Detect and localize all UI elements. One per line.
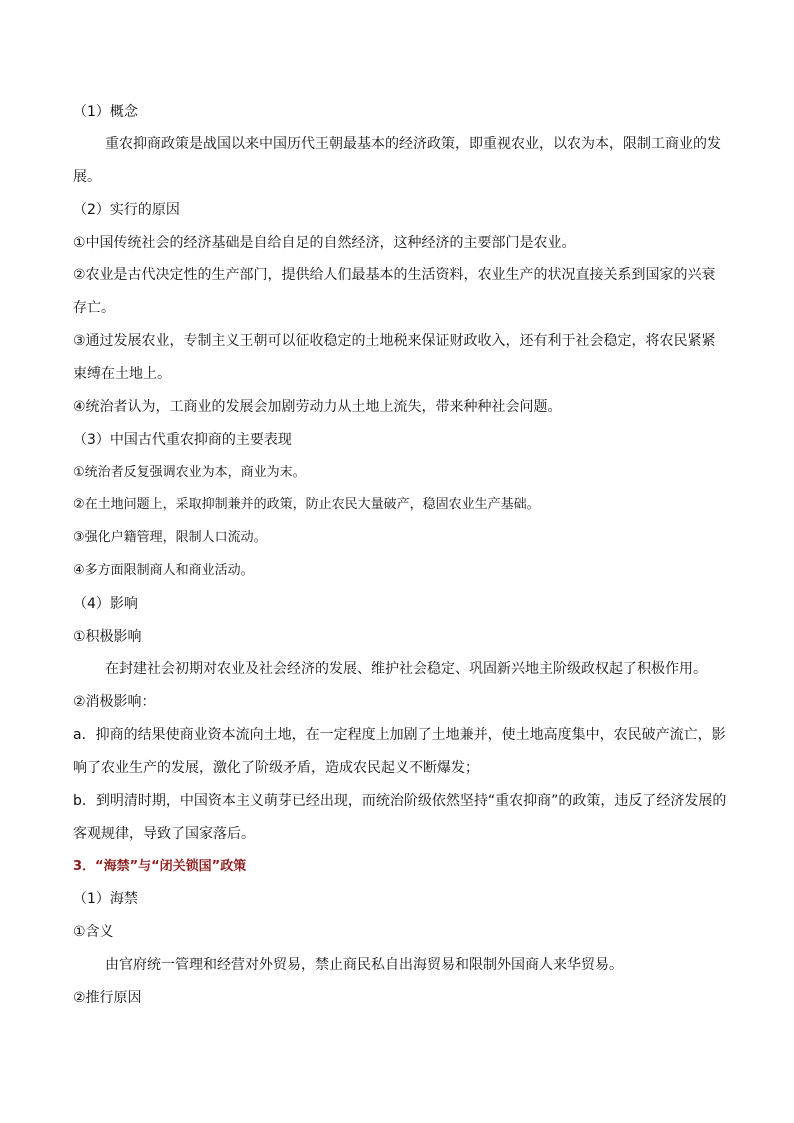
list-item: ②农业是古代决定性的生产部门，提供给人们最基本的生活资料，农业生产的状况直接关系到国家的兴衰 <box>73 267 716 283</box>
list-item: a．抑商的结果使商业资本流向土地，在一定程度上加剧了土地兼并，使土地高度集中，农民破产流亡，影 <box>73 727 726 743</box>
list-item: ①含义 <box>73 924 114 940</box>
list-item: ②在土地问题上，采取抑制兼并的政策，防止农民大量破产，稳固农业生产基础。 <box>73 497 540 512</box>
paragraph-line: 展。 <box>73 169 101 185</box>
section-heading: 3．“海禁”与“闭关锁国”政策 <box>73 859 247 874</box>
paragraph-line: 在封建社会初期对农业及社会经济的发展、维护社会稳定、巩固新兴地主阶级政权起了积极作用。 <box>105 661 707 677</box>
paragraph-line: 重农抑商政策是战国以来中国历代王朝最基本的经济政策，即重视农业，以农为本，限制工商业的发 <box>105 136 721 152</box>
list-item: ①积极影响 <box>73 629 142 645</box>
list-item: ③强化户籍管理，限制人口流动。 <box>73 530 267 545</box>
paragraph-line: 由官府统一管理和经营对外贸易，禁止商民私自出海贸易和限制外国商人来华贸易。 <box>105 957 623 973</box>
subheading-reasons: （2）实行的原因 <box>73 202 180 218</box>
subheading-concept: （1）概念 <box>73 104 138 120</box>
paragraph-line: 存亡。 <box>73 300 115 316</box>
subheading-sea-ban: （1）海禁 <box>73 891 138 907</box>
list-item: ①中国传统社会的经济基础是自给自足的自然经济，这种经济的主要部门是农业。 <box>73 235 576 251</box>
paragraph-line: 束缚在土地上。 <box>73 366 171 382</box>
paragraph-line: 响了农业生产的发展，激化了阶级矛盾，造成农民起义不断爆发； <box>73 760 479 776</box>
list-item: ②推行原因 <box>73 990 142 1006</box>
subheading-influence: （4）影响 <box>73 596 138 612</box>
list-item: ③通过发展农业，专制主义王朝可以征收稳定的土地税来保证财政收入，还有利于社会稳定，将农民紧紧 <box>73 333 716 349</box>
subheading-manifestations: （3）中国古代重农抑商的主要表现 <box>73 432 292 448</box>
list-item: b．到明清时期，中国资本主义萌芽已经出现，而统治阶级依然坚持“重农抑商”的政策，违反了经济发展的 <box>73 793 727 809</box>
list-item: ②消极影响： <box>73 694 156 710</box>
list-item: ①统治者反复强调农业为本，商业为末。 <box>73 465 306 480</box>
list-item: ④多方面限制商人和商业活动。 <box>73 563 254 578</box>
list-item: ④统治者认为，工商业的发展会加剧劳动力从土地上流失，带来种种社会问题。 <box>73 399 562 415</box>
paragraph-line: 客观规律，导致了国家落后。 <box>73 826 255 842</box>
